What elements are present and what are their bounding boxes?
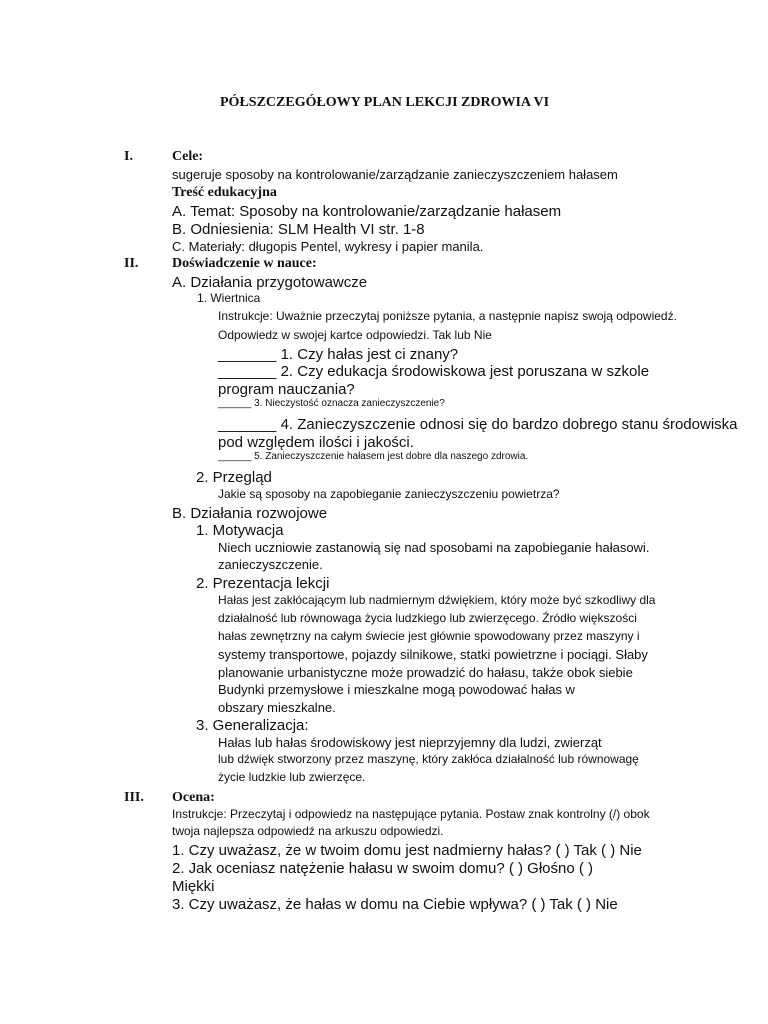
presentation-line-7: obszary mieszkalne. — [218, 700, 336, 715]
presentation-line-2: działalność lub równowaga życia ludzkiego lub zwierzęcego. Źródło większości — [218, 611, 637, 625]
page-title: PÓŁSZCZEGÓŁOWY PLAN LEKCJI ZDROWIA VI — [220, 95, 550, 110]
assessment-question-2b: Miękki — [172, 878, 215, 895]
drill-instructions-2: Odpowiedz w swojej kartce odpowiedzi. Tak lub Nie — [218, 328, 492, 342]
motivation-item: 1. Motywacja — [196, 522, 284, 539]
assessment-heading: Ocena: — [172, 790, 215, 805]
assessment-instructions-1: Instrukcje: Przeczytaj i odpowiedz na następujące pytania. Postaw znak kontrolny (/) obok — [172, 807, 650, 821]
goals-heading: Cele: — [172, 149, 204, 164]
drill-question-4a: _______ 4. Zanieczyszczenie odnosi się do bardzo dobrego stanu środowiska — [218, 416, 738, 433]
review-item: 2. Przegląd — [196, 469, 272, 486]
goals-text: sugeruje sposoby na kontrolowanie/zarządzanie zanieczyszczeniem hałasem — [172, 167, 618, 182]
drill-question-2b: program nauczania? — [218, 381, 355, 398]
preparatory-activities: A. Działania przygotowawcze — [172, 274, 368, 291]
motivation-line-2: zanieczyszczenie. — [218, 557, 323, 572]
drill-question-2a: _______ 2. Czy edukacja środowiskowa jest poruszana w szkole — [218, 363, 650, 380]
presentation-line-5: planowanie urbanistyczne może prowadzić do hałasu, także obok siebie — [218, 665, 633, 680]
section-2-number: II. — [124, 256, 139, 271]
materials-line: C. Materiały: długopis Pentel, wykresy i papier manila. — [172, 239, 484, 254]
assessment-question-1: 1. Czy uważasz, że w twoim domu jest nadmierny hałas? ( ) Tak ( ) Nie — [172, 842, 642, 859]
presentation-line-1: Hałas jest zakłócającym lub nadmiernym dźwiękiem, który może być szkodliwy dla — [218, 593, 656, 607]
review-text: Jakie są sposoby na zapobieganie zanieczyszczeniu powietrza? — [218, 487, 560, 501]
assessment-question-2a: 2. Jak oceniasz natężenie hałasu w swoim domu? ( ) Głośno ( ) — [172, 860, 594, 877]
drill-instructions-1: Instrukcje: Uważnie przeczytaj poniższe pytania, a następnie napisz swoją odpowiedź. — [218, 309, 677, 323]
presentation-item: 2. Prezentacja lekcji — [196, 575, 330, 592]
generalization-line-3: życie ludzkie lub zwierzęce. — [218, 770, 366, 784]
section-3-number: III. — [124, 790, 144, 805]
drill-item: 1. Wiertnica — [197, 291, 261, 305]
presentation-line-4: systemy transportowe, pojazdy silnikowe, statki powietrzne i pociągi. Słaby — [218, 647, 648, 662]
references-line: B. Odniesienia: SLM Health VI str. 1-8 — [172, 221, 425, 238]
presentation-line-6: Budynki przemysłowe i mieszkalne mogą powodować hałas w — [218, 682, 575, 697]
experience-heading: Doświadczenie w nauce: — [172, 256, 317, 271]
generalization-item: 3. Generalizacja: — [196, 717, 309, 734]
topic-line: A. Temat: Sposoby na kontrolowanie/zarządzanie hałasem — [172, 203, 562, 220]
drill-question-3: ______ 3. Nieczystość oznacza zanieczyszczenie? — [218, 398, 445, 409]
generalization-line-1: Hałas lub hałas środowiskowy jest nieprzyjemny dla ludzi, zwierząt — [218, 735, 602, 750]
assessment-question-3: 3. Czy uważasz, że hałas w domu na Ciebie wpływa? ( ) Tak ( ) Nie — [172, 896, 618, 913]
generalization-line-2: lub dźwięk stworzony przez maszynę, który zakłóca działalność lub równowagę — [218, 752, 639, 766]
developmental-activities: B. Działania rozwojowe — [172, 505, 328, 522]
drill-question-1: _______ 1. Czy hałas jest ci znany? — [218, 346, 459, 363]
content-heading: Treść edukacyjna — [172, 185, 277, 200]
assessment-instructions-2: twoja najlepsza odpowiedź na arkuszu odpowiedzi. — [172, 824, 444, 838]
drill-question-5: ______ 5. Zanieczyszczenie hałasem jest dobre dla naszego zdrowia. — [218, 451, 529, 462]
drill-question-4b: pod względem ilości i jakości. — [218, 434, 414, 451]
motivation-line-1: Niech uczniowie zastanowią się nad sposobami na zapobieganie hałasowi. — [218, 540, 650, 555]
section-1-number: I. — [124, 149, 133, 164]
presentation-line-3: hałas zewnętrzny na całym świecie jest głównie spowodowany przez maszyny i — [218, 629, 640, 643]
